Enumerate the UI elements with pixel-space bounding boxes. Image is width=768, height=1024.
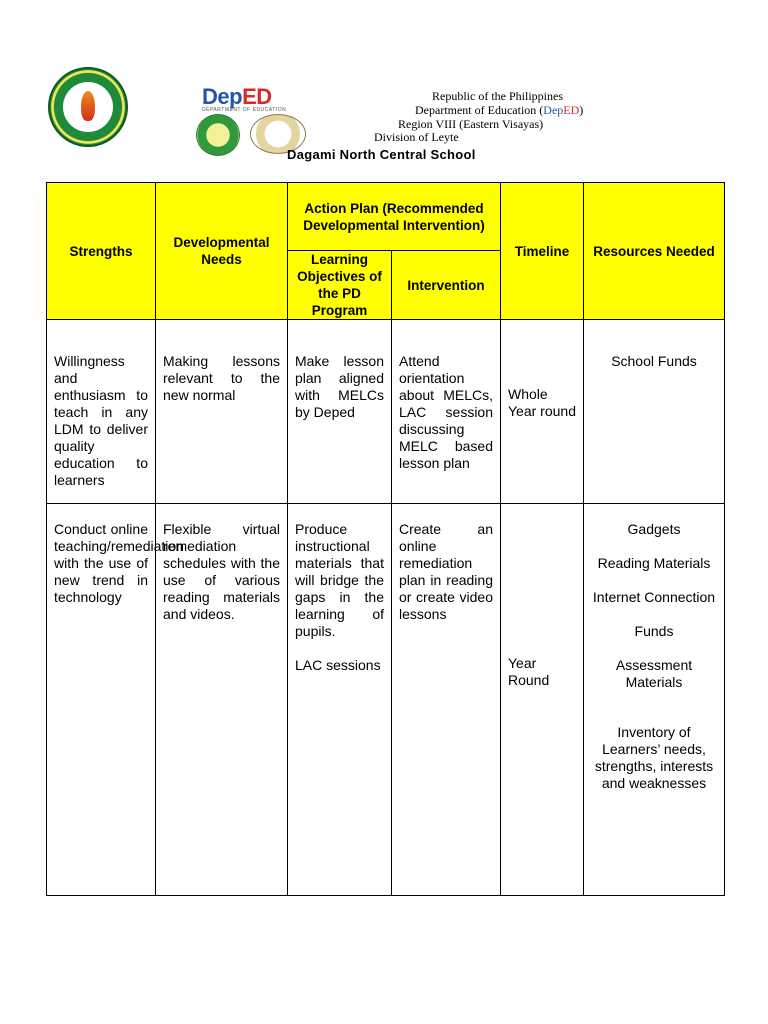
action-plan-table: [46, 182, 725, 896]
cell-strengths: Conduct online teaching/remediation with the use of new trend in technology: [47, 504, 156, 896]
resource-item: Inventory of Learners’ needs, strengths, interests and weaknesses: [594, 724, 714, 791]
header-strengths: Strengths: [47, 183, 156, 320]
lac-sessions-text: LAC sessions: [295, 657, 381, 673]
header-intervention: Intervention: [392, 251, 501, 320]
cell-resources: [584, 504, 725, 896]
resource-item: Reading Materials: [597, 555, 711, 571]
deped-logo: DepED DEPARTMENT OF EDUCATION: [202, 84, 287, 113]
cell-learning-objectives: [288, 504, 392, 896]
cell-intervention: Create an online remediation plan in reading or create video lessons: [392, 504, 501, 896]
torch-icon: [81, 91, 95, 121]
header-timeline: Timeline: [501, 183, 584, 320]
timeline-text: Whole Year round: [508, 386, 576, 419]
resource-item: Funds: [634, 623, 674, 639]
header-department: Department of Education (DepED): [415, 103, 584, 117]
cell-timeline: [501, 320, 584, 504]
school-name: Dagami North Central School: [287, 147, 476, 162]
resource-item: Assessment Materials: [615, 657, 693, 690]
header-resources-needed: Resources Needed: [584, 183, 725, 320]
table-row: [47, 320, 725, 504]
header-action-plan: Action Plan (Recommended Developmental Intervention): [288, 183, 501, 251]
header-learning-objectives: Learning Objectives of the PD Program: [288, 251, 392, 320]
resource-item: Gadgets: [627, 521, 681, 537]
cell-intervention: Attend orientation about MELCs, LAC session discussing MELC based lesson plan: [392, 320, 501, 504]
cell-resources: [584, 320, 725, 504]
header-republic: Republic of the Philippines: [432, 89, 563, 103]
resource-item: Internet Connection: [592, 589, 716, 605]
cell-strengths: Willingness and enthusiasm to teach in any LDM to deliver quality education to learners: [47, 320, 156, 504]
region-seal-logo: [196, 114, 240, 156]
learning-objectives-text: Produce instructional materials that will bridge the gaps in the learning of pupils.: [295, 521, 384, 639]
header-division: Division of Leyte: [374, 130, 459, 144]
table-row: [47, 504, 725, 896]
header-developmental-needs: Developmental Needs: [156, 183, 288, 320]
cell-learning-objectives: Make lesson plan aligned with MELCs by Deped: [288, 320, 392, 504]
cell-developmental-needs: Making lessons relevant to the new normal: [156, 320, 288, 504]
header-region: Region VIII (Eastern Visayas): [398, 117, 544, 131]
resource-item: School Funds: [611, 353, 697, 369]
cell-developmental-needs: Flexible virtual remediation schedules with the use of various reading materials and videos.: [156, 504, 288, 896]
cell-timeline: [501, 504, 584, 896]
timeline-text: Year Round: [508, 655, 550, 688]
school-seal-logo: [48, 67, 128, 147]
